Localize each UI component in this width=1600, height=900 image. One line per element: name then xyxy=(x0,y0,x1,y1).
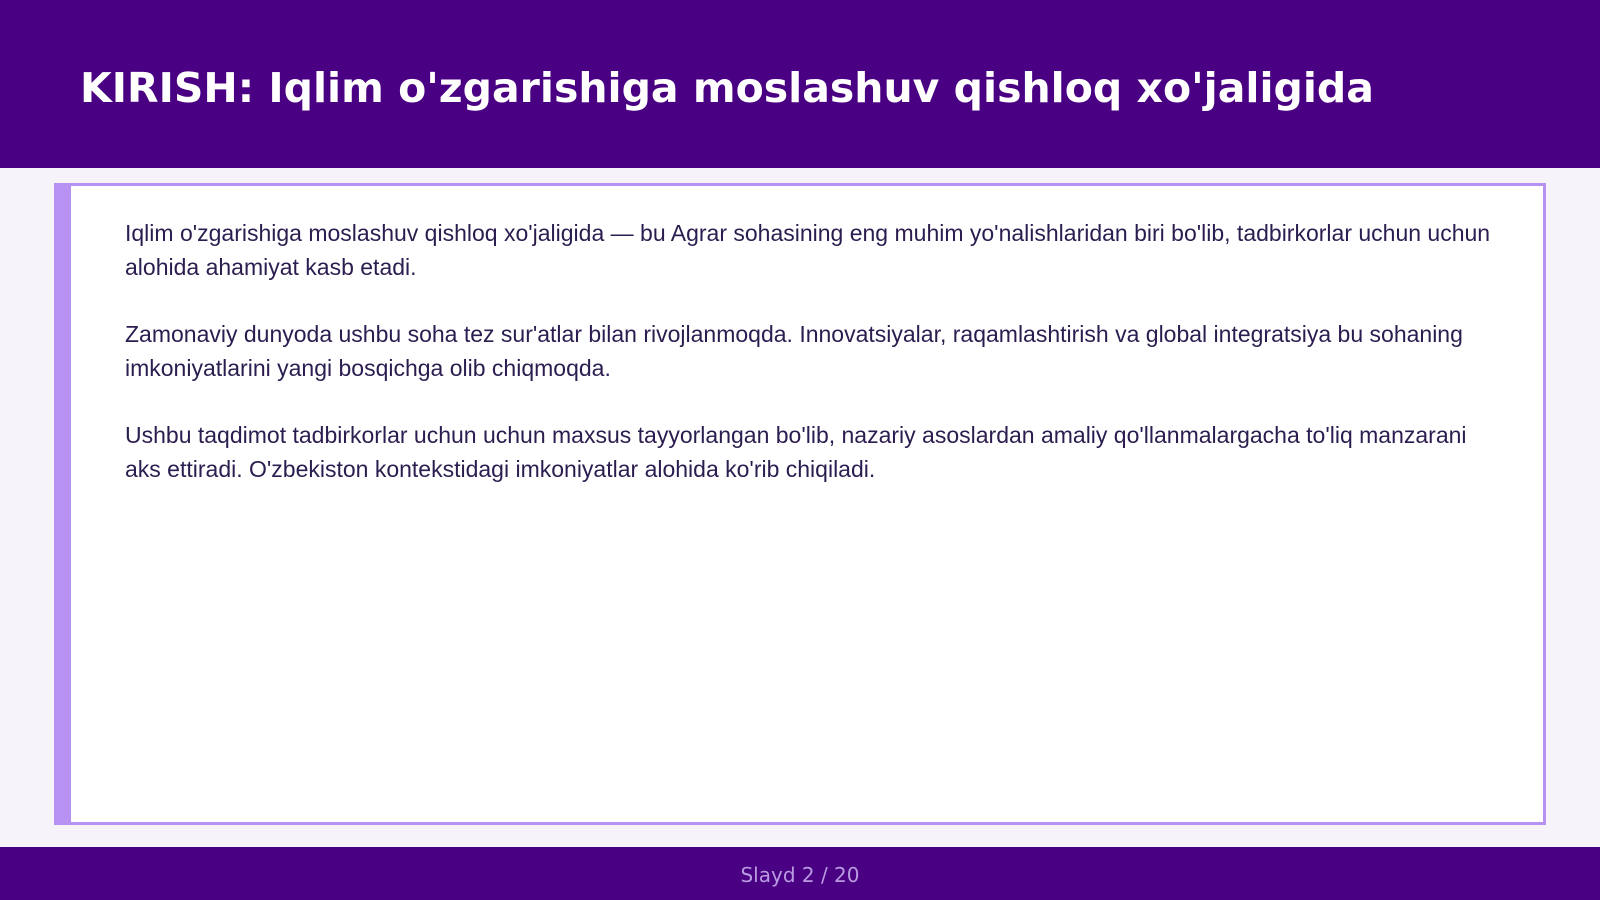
slide-title: KIRISH: Iqlim o'zgarishiga moslashuv qishloq xo'jaligida xyxy=(80,64,1374,112)
slide-number: Slayd 2 / 20 xyxy=(740,863,860,887)
body-paragraph: Ushbu taqdimot tadbirkorlar uchun uchun maxsus tayyorlangan bo'lib, nazariy asoslardan amaliy qo'llanmalargacha to'liq manzarani aks ettiradi. O'zbekiston kontekstidagi imkoniyatlar alohida ko'rib chiqiladi. xyxy=(125,422,1467,482)
body-paragraph: Zamonaviy dunyoda ushbu soha tez sur'atlar bilan rivojlanmoqda. Innovatsiyalar, raqamlashtirish va global integratsiya bu sohaning imkoniyatlarini yangi bosqichga olib chiqmoqda. xyxy=(125,321,1463,381)
body-paragraph: Iqlim o'zgarishiga moslashuv qishloq xo'jaligida — bu Agrar sohasining eng muhim yo'nalishlaridan biri bo'lib, tadbirkorlar uchun uchun alohida ahamiyat kasb etadi. xyxy=(125,220,1491,280)
content-card xyxy=(54,183,1546,825)
slide-header xyxy=(0,0,1600,168)
slide-body xyxy=(125,216,1505,519)
slide-footer xyxy=(0,847,1600,900)
